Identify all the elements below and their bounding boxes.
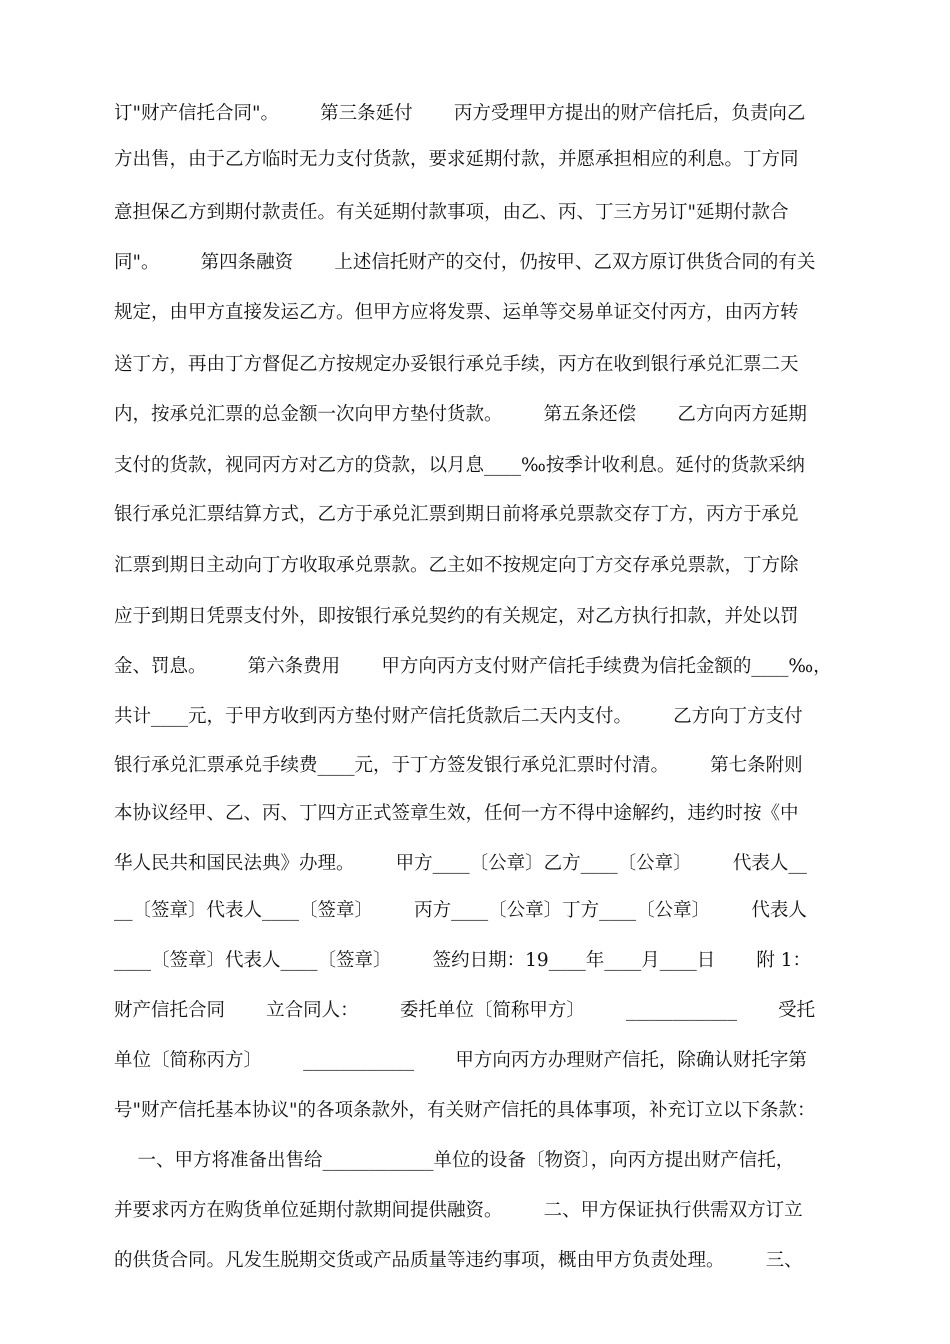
text-line: 华人民共和国民法典》办理。 甲方____〔公章〕乙方____〔公章〕 代表人__	[114, 853, 807, 874]
text-line: 订"财产信托合同"。 第三条延付 丙方受理甲方提出的财产信托后，负责向乙	[114, 103, 806, 124]
text-line: 支付的货款，视同丙方对乙方的贷款，以月息____‰按季计收利息。延付的货款采纳	[114, 455, 805, 476]
text-line: 内，按承兑汇票的总金额一次向甲方垫付货款。 第五条还偿 乙方向丙方延期	[114, 404, 807, 425]
text-line: 方出售，由于乙方临时无力支付货款，要求延期付款，并愿承担相应的利息。丁方同	[114, 149, 799, 170]
text-line: 银行承兑汇票结算方式，乙方于承兑汇票到期日前将承兑票款交存丁方，丙方于承兑	[114, 504, 799, 525]
text-line: 银行承兑汇票承兑手续费____元，于丁方签发银行承兑汇票时付清。 第七条附则	[114, 755, 803, 776]
text-line: 规定，由甲方直接发运乙方。但甲方应将发票、运单等交易单证交付丙方，由丙方转	[114, 302, 799, 323]
text-line: 应于到期日凭票支付外，即按银行承兑契约的有关规定，对乙方执行扣款，并处以罚	[114, 606, 799, 627]
text-line: 意担保乙方到期付款责任。有关延期付款事项，由乙、丙、丁三方另订"延期付款合	[114, 202, 789, 223]
text-line: 并要求丙方在购货单位延期付款期间提供融资。 二、甲方保证执行供需双方订立	[114, 1200, 803, 1221]
text-line: 金、罚息。 第六条费用 甲方向丙方支付财产信托手续费为信托金额的____‰，	[114, 656, 832, 677]
text-line: 的供货合同。凡发生脱期交货或产品质量等违约事项，概由甲方负责处理。 三、	[114, 1250, 803, 1271]
text-line: 一、甲方将准备出售给____________单位的设备〔物资〕，向丙方提出财产信托，	[114, 1150, 795, 1171]
text-line: 单位〔简称丙方〕 ____________ 甲方向丙方办理财产信托，除确认财托字第	[114, 1050, 807, 1071]
text-line: 本协议经甲、乙、丙、丁四方正式签章生效，任何一方不得中途解约，违约时按《中	[114, 803, 799, 824]
text-line: ____〔签章〕代表人____〔签章〕 签约日期：19____年____月____日 附 1：	[114, 950, 812, 971]
text-line: 号"财产信托基本协议"的各项条款外，有关财产信托的具体事项，补充订立以下条款：	[114, 1100, 816, 1121]
text-line: 汇票到期日主动向丁方收取承兑票款。乙主如不按规定向丁方交存承兑票款，丁方除	[114, 555, 799, 576]
text-line: 共计____元，于甲方收到丙方垫付财产信托货款后二天内支付。 乙方向丁方支付	[114, 706, 803, 727]
text-line: 送丁方，再由丁方督促乙方按规定办妥银行承兑手续，丙方在收到银行承兑汇票二天	[114, 354, 799, 375]
text-line: 同"。 第四条融资 上述信托财产的交付，仍按甲、乙双方原订供货合同的有关	[114, 252, 816, 273]
text-line: 财产信托合同 立合同人： 委托单位〔简称甲方〕 ____________ 受托	[114, 1000, 816, 1021]
text-line: __〔签章〕代表人____〔签章〕 丙方____〔公章〕丁方____〔公章〕 代表人	[114, 900, 807, 921]
